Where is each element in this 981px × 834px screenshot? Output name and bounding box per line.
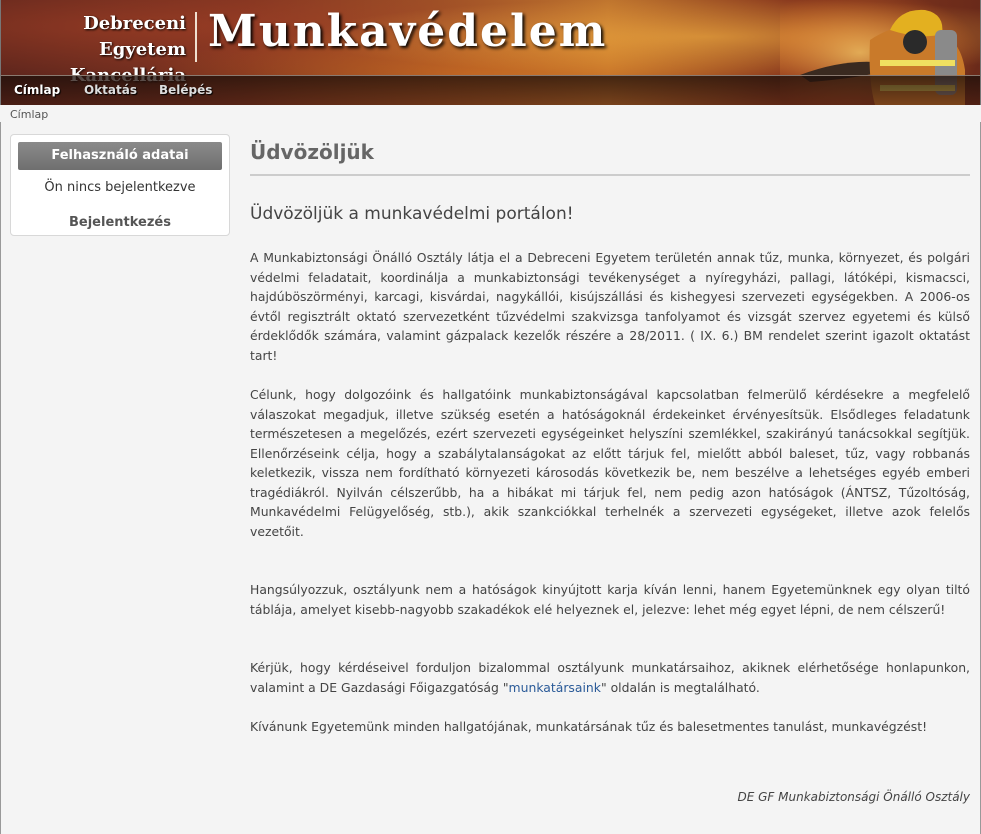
nav-item-cimlap[interactable]: Címlap bbox=[14, 83, 61, 97]
emphasis-paragraph: Hangsúlyozzuk, osztályunk nem a hatóságok kinyújtott karja kíván lenni, hanem Egyetemünknek egy olyan tiltó táblája, amelyet kisebb-nagyobb szakadékok elé helyeznek el, jelezve: lehet még egyet lépni, de nem célszerű! bbox=[250, 582, 970, 617]
goals-paragraph: Célunk, hogy dolgozóink és hallgatóink munkabiztonságával kapcsolatban felmerülő kérdésekre a megfelelő válaszokat megadjuk, illetve szükség esetén a hatóságoknál érdekeinket érvényesítsük. Elsődleges feladatunk természetesen a megelőzés, ezért szervezeti egységeinket helyszíni szemlékkel, szakirányú tanácsokkal segítjük. Ellenőrzéseink célja, hogy a szabálytalanságokat az előtt tárjuk fel, mielőtt abból baleset, tűz, vagy robbanás keletkezik, vissza nem fordítható környezeti károsodás következik be, nem beszélve a lehetséges egyéb emberi tragédiákról. Nyilván célszerűbb, ha a hibákat mi tárjuk fel, nem pedig azon hatóságok (ÁNTSZ, Tűzoltóság, Munkavédelmi Felügyelőség, stb.), akik szankciókkal terhelnék a szervezeti egységeket, illetve azok felelős vezetőit. bbox=[250, 387, 970, 539]
nav-item-belepes[interactable]: Belépés bbox=[159, 83, 213, 97]
contact-text-after: " oldalán is megtalálható. bbox=[600, 679, 760, 695]
site-title[interactable]: Munkavédelem bbox=[208, 6, 608, 57]
login-status: Ön nincs bejelentkezve bbox=[44, 180, 196, 195]
contact-paragraph bbox=[250, 658, 970, 697]
intro-paragraph: A Munkabiztonsági Önálló Osztály látja el a Debreceni Egyetem területén annak tűz, munka, környezet, és polgári védelmi feladatait, koordinálja a munkabiztonsági tevékenységet a nyíregyházi, pallagi, látóképi, kismacsci, hajdúböszörményi, karcagi, kisvárdai, nagykállói, kisújszállási és kishegyesi szervezeti egységekben. A 2006-os évtől regisztrált oktató szervezetként tűzvédelmi szakvizsga tanfolyamot és vizsgát szervez egyetemi és külső érdeklődők számára, valamint gázpalack kezelők részére a 28/2011. ( IX. 6.) BM rendelet szerint igazolt oktatást tart! bbox=[250, 250, 970, 363]
page-title: Üdvözöljük bbox=[250, 140, 970, 176]
main-nav bbox=[1, 75, 980, 105]
colleagues-link[interactable]: munkatársaink bbox=[508, 679, 601, 695]
login-link[interactable]: Bejelentkezés bbox=[69, 215, 171, 230]
breadcrumb[interactable]: Címlap bbox=[10, 108, 49, 121]
org-name-line1: Debreceni Egyetem bbox=[83, 13, 186, 60]
brand-divider bbox=[195, 12, 197, 62]
user-info-block bbox=[10, 134, 230, 236]
contact-text-before: Kérjük, hogy kérdéseivel forduljon bizalommal osztályunk munkatársaihoz, akiknek elérhetősége honlapunkon, valamint a DE Gazdasági Főigazgatóság " bbox=[250, 660, 970, 695]
site-header bbox=[0, 0, 981, 105]
welcome-heading: Üdvözöljük a munkavédelmi portálon! bbox=[250, 204, 574, 224]
closing-paragraph: Kívánunk Egyetemünk minden hallgatójának, munkatársának tűz és balesetmentes tanulást, munkavégzést! bbox=[250, 719, 928, 734]
nav-item-oktatas[interactable]: Oktatás bbox=[84, 83, 137, 97]
user-info-header: Felhasználó adatai bbox=[18, 142, 222, 170]
signature: DE GF Munkabiztonsági Önálló Osztály bbox=[737, 790, 970, 804]
main-content bbox=[250, 134, 970, 737]
content-area bbox=[0, 122, 981, 834]
